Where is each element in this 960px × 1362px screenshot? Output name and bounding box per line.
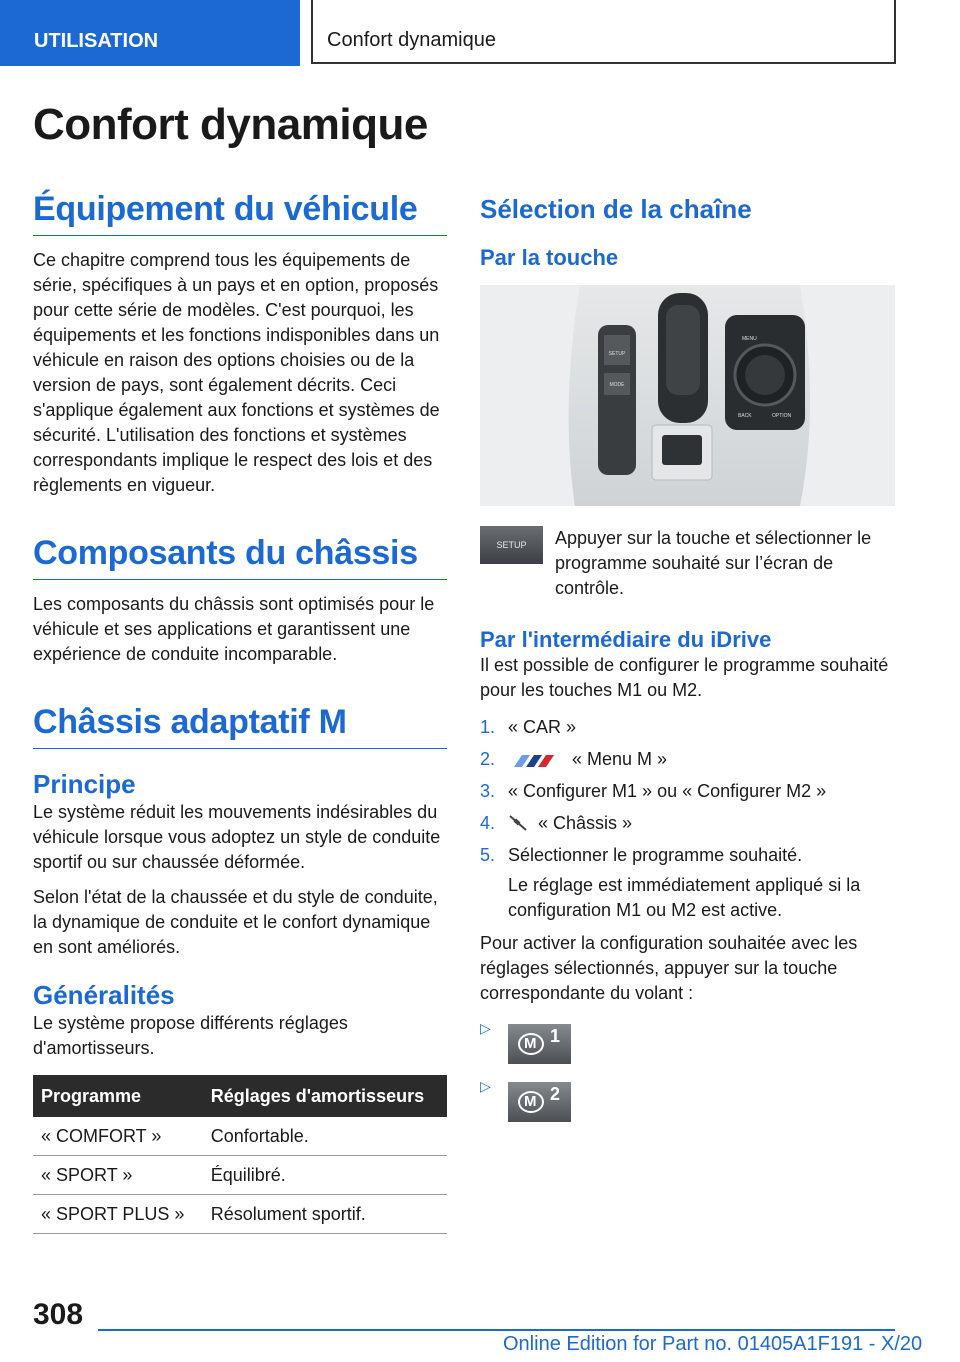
footer-edition: Online Edition for Part no. 01405A1F191 - X/20: [503, 1333, 923, 1355]
heading-adaptive-chassis: Châssis adaptatif M: [33, 703, 447, 749]
photo-label-setup: SETUP: [608, 351, 626, 357]
heading-chassis-components: Composants du châssis: [33, 534, 447, 580]
list-item: [480, 779, 895, 804]
step-number: 5.: [480, 845, 496, 865]
console-illustration: [480, 285, 895, 506]
step-text: « Châssis »: [538, 813, 633, 833]
table-header: Réglages d'amortisseurs: [203, 1075, 447, 1117]
activate-text: Pour activer la configuration souhaitée avec les réglages sélectionnés, appuyer sur la touche correspondante du volant :: [480, 933, 858, 1003]
damper-table: [33, 1075, 447, 1234]
photo-label-mode: MODE: [609, 382, 625, 388]
heading-by-button: Par la touche: [480, 245, 619, 270]
table-row: [33, 1156, 447, 1195]
step-text: Sélectionner le programme souhaité.: [508, 845, 803, 865]
step-text: « Configurer M1 » ou « Configurer M2 »: [508, 781, 827, 801]
photo-label-menu: MENU: [742, 336, 757, 342]
m2-button-icon: M 2: [508, 1082, 571, 1122]
table-row: [33, 1195, 447, 1234]
page-title: Confort dynamique: [33, 100, 428, 149]
setup-text: Appuyer sur la touche et sélectionner le programme souhaité sur l’écran de contrôle.: [555, 528, 872, 598]
steps-list: [480, 715, 895, 868]
list-item: [480, 843, 895, 868]
step-number: 3.: [480, 781, 496, 801]
photo-label-back: BACK: [738, 413, 752, 419]
table-header: Programme: [33, 1075, 203, 1117]
step5-note: Le réglage est immédiatement appliqué si la configuration M1 ou M2 est active.: [508, 875, 861, 920]
chapter-tab: Confort dynamique: [311, 0, 896, 64]
table-cell: « SPORT »: [33, 1156, 203, 1195]
list-item: [480, 715, 895, 740]
heading-principle: Principe: [33, 769, 136, 799]
section-tab: UTILISATION: [0, 0, 300, 66]
setup-instruction: [480, 526, 895, 601]
step-number: 1.: [480, 717, 496, 737]
principle-text-1: Le système réduit les mouvements indésirables du véhicule lorsque vous adoptez un style de conduite sportif ou sur chaussée déformée.: [33, 802, 441, 872]
table-cell: Équilibré.: [203, 1156, 447, 1195]
m2-row: [480, 1078, 895, 1122]
heading-selection: Sélection de la chaîne: [480, 194, 752, 224]
table-cell: « COMFORT »: [33, 1117, 203, 1156]
list-item: [480, 811, 895, 836]
heading-idrive: Par l'intermédiaire du iDrive: [480, 627, 772, 652]
photo-label-option: OPTION: [772, 413, 792, 419]
m-menu-icon: [508, 751, 558, 767]
table-cell: Confortable.: [203, 1117, 447, 1156]
setup-button-icon: SETUP: [480, 526, 543, 564]
equipment-text: Ce chapitre comprend tous les équipements de série, spécifiques à un pays et en option, proposés pour cette série de modèles. C'est pourquoi, les équipements et les fonctions indisponibles dans un véhicule en raison des options choisies ou de la version de pays, sont également décrits. Ceci s'applique également aux fonctions et systèmes de sécurité. L'utilisation des fonctions et systèmes correspondants implique le respect des lois et des règlements en vigueur.: [33, 250, 440, 495]
step-text: « Menu M »: [572, 749, 668, 769]
page-header: [0, 0, 960, 66]
shock-absorber-icon: [508, 814, 528, 832]
idrive-text: Il est possible de configurer le programme souhaité pour les touches M1 ou M2.: [480, 655, 889, 700]
m2-superscript: 2: [550, 1084, 561, 1104]
table-cell: « SPORT PLUS »: [33, 1195, 203, 1234]
m1-row: [480, 1020, 895, 1064]
right-column: [480, 190, 895, 1122]
center-console-photo: [480, 285, 895, 506]
left-column: [33, 190, 447, 1234]
bullet-icon: ▷: [480, 1078, 491, 1094]
step-number: 2.: [480, 749, 496, 769]
step-number: 4.: [480, 813, 496, 833]
m1-button-icon: M 1: [508, 1024, 571, 1064]
table-row: [33, 1117, 447, 1156]
page-number: 308: [33, 1298, 84, 1331]
general-text: Le système propose différents réglages d'amortisseurs.: [33, 1013, 348, 1058]
chassis-text: Les composants du châssis sont optimisés pour le véhicule et ses applications et garantissent une expérience de conduite incomparable.: [33, 594, 435, 664]
list-item: [480, 747, 895, 772]
heading-equipment: Équipement du véhicule: [33, 190, 447, 236]
principle-text-2: Selon l'état de la chaussée et du style de conduite, la dynamique de conduite et le confort dynamique en sont améliorés.: [33, 887, 438, 957]
heading-general: Généralités: [33, 980, 175, 1010]
m1-superscript: 1: [550, 1026, 561, 1046]
table-cell: Résolument sportif.: [203, 1195, 447, 1234]
footer-divider: [98, 1329, 895, 1331]
step-text: « CAR »: [508, 717, 577, 737]
bullet-icon: ▷: [480, 1020, 491, 1036]
